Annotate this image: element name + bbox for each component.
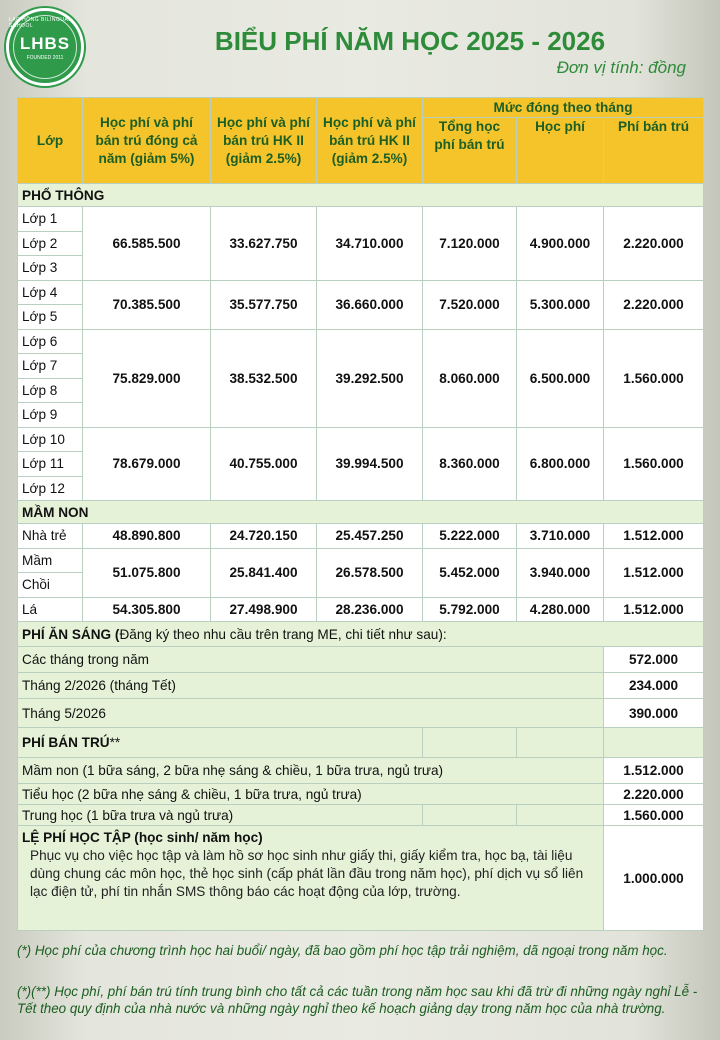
school-logo bbox=[6, 8, 84, 86]
table-row bbox=[18, 329, 704, 354]
logo-text: LHBS bbox=[19, 33, 71, 53]
table-row bbox=[18, 673, 704, 699]
full-year-fee: 48.890.800 bbox=[83, 524, 211, 549]
full-year-fee: 78.679.000 bbox=[83, 427, 211, 501]
table-row bbox=[18, 597, 704, 622]
header-boarding-monthly: Phí bán trú bbox=[604, 118, 704, 184]
grade-label: Lớp 5 bbox=[18, 305, 83, 330]
grade-label: Lớp 3 bbox=[18, 256, 83, 281]
breakfast-value: 572.000 bbox=[604, 647, 704, 673]
table-row bbox=[18, 280, 704, 305]
logo-founded: FOUNDED 2011 bbox=[26, 54, 64, 61]
table-row bbox=[18, 647, 704, 673]
grade-label: Lớp 2 bbox=[18, 231, 83, 256]
study-fee-title: LỆ PHÍ HỌC TẬP (học sinh/ năm học) bbox=[22, 830, 263, 845]
monthly-boarding: 1.560.000 bbox=[604, 427, 704, 501]
grade-label: Lớp 11 bbox=[18, 452, 83, 477]
section-label: MẦM NON bbox=[22, 504, 89, 520]
header-full-year: Học phí và phí bán trú đóng cả năm (giảm 5%) bbox=[83, 98, 211, 184]
hk2-fee-a: 27.498.900 bbox=[211, 597, 317, 622]
monthly-boarding: 1.512.000 bbox=[604, 597, 704, 622]
monthly-tuition: 5.300.000 bbox=[517, 280, 604, 329]
monthly-tuition: 4.280.000 bbox=[517, 597, 604, 622]
hk2-fee-b: 25.457.250 bbox=[317, 524, 423, 549]
monthly-total: 5.792.000 bbox=[423, 597, 517, 622]
empty-cell bbox=[517, 805, 604, 826]
header-lop: Lớp bbox=[18, 98, 83, 184]
hk2-fee-b: 28.236.000 bbox=[317, 597, 423, 622]
empty-cell bbox=[423, 805, 517, 826]
header-monthly: Mức đóng theo tháng bbox=[423, 98, 704, 118]
empty-cell bbox=[517, 728, 604, 758]
grade-label: Lá bbox=[18, 597, 83, 622]
monthly-tuition: 6.800.000 bbox=[517, 427, 604, 501]
hk2-fee-b: 36.660.000 bbox=[317, 280, 423, 329]
breakfast-note: Đăng ký theo nhu cầu trên trang ME, chi tiết như sau): bbox=[119, 626, 447, 642]
hk2-fee-b: 34.710.000 bbox=[317, 207, 423, 281]
full-year-fee: 75.829.000 bbox=[83, 329, 211, 427]
table-row bbox=[18, 207, 704, 232]
breakfast-title: PHÍ ĂN SÁNG ( bbox=[22, 626, 120, 642]
breakfast-label: Các tháng trong năm bbox=[18, 647, 604, 673]
monthly-total: 7.520.000 bbox=[423, 280, 517, 329]
monthly-total: 7.120.000 bbox=[423, 207, 517, 281]
section-boarding bbox=[18, 728, 423, 758]
monthly-total: 8.360.000 bbox=[423, 427, 517, 501]
header-hk2-b: Học phí và phí bán trú HK II (giảm 2.5%) bbox=[317, 98, 423, 184]
table-row bbox=[18, 427, 704, 452]
monthly-boarding: 1.512.000 bbox=[604, 524, 704, 549]
hk2-fee-a: 35.577.750 bbox=[211, 280, 317, 329]
grade-label: Lớp 12 bbox=[18, 476, 83, 501]
study-fee-value: 1.000.000 bbox=[604, 826, 704, 931]
study-fee-cell bbox=[18, 826, 604, 931]
header-hk2-a: Học phí và phí bán trú HK II (giảm 2.5%) bbox=[211, 98, 317, 184]
monthly-boarding: 1.512.000 bbox=[604, 548, 704, 597]
hk2-fee-a: 33.627.750 bbox=[211, 207, 317, 281]
monthly-total: 5.222.000 bbox=[423, 524, 517, 549]
boarding-value: 1.512.000 bbox=[604, 758, 704, 784]
table-row bbox=[18, 805, 704, 826]
hk2-fee-a: 38.532.500 bbox=[211, 329, 317, 427]
grade-label: Nhà trẻ bbox=[18, 524, 83, 549]
full-year-fee: 66.585.500 bbox=[83, 207, 211, 281]
table-row bbox=[18, 784, 704, 805]
breakfast-value: 390.000 bbox=[604, 699, 704, 728]
grade-label: Lớp 6 bbox=[18, 329, 83, 354]
boarding-title: PHÍ BÁN TRÚ bbox=[22, 735, 110, 750]
footnote-1: (*) Học phí của chương trình học hai buổi/ ngày, đã bao gồm phí học tập trải nghiệm, dã ngoại trong năm học. bbox=[17, 943, 668, 958]
grade-label: Lớp 7 bbox=[18, 354, 83, 379]
study-fee-desc: Phục vụ cho việc học tập và làm hồ sơ học sinh như giấy thi, giấy kiểm tra, học bạ, tài liệu dùng chung các môn học, thẻ học sinh (cấp phát lần đầu trong năm học), phí dịch vụ sổ liên lạc điện tử, phí tin nhắn SMS thông báo các hoạt động của lớp, trường. bbox=[30, 848, 584, 899]
section-label: PHỔ THÔNG bbox=[22, 187, 105, 203]
grade-label: Lớp 8 bbox=[18, 378, 83, 403]
empty-cell bbox=[604, 728, 704, 758]
hk2-fee-b: 39.292.500 bbox=[317, 329, 423, 427]
section-mam-non bbox=[18, 501, 704, 524]
breakfast-value: 234.000 bbox=[604, 673, 704, 699]
monthly-total: 5.452.000 bbox=[423, 548, 517, 597]
monthly-boarding: 1.560.000 bbox=[604, 329, 704, 427]
full-year-fee: 54.305.800 bbox=[83, 597, 211, 622]
breakfast-label: Tháng 5/2026 bbox=[18, 699, 604, 728]
grade-label: Lớp 10 bbox=[18, 427, 83, 452]
unit-note: Đơn vị tính: đồng bbox=[556, 58, 686, 77]
boarding-label: Tiểu học (2 bữa nhẹ sáng & chiều, 1 bữa trưa, ngủ trưa) bbox=[18, 784, 604, 805]
monthly-tuition: 3.940.000 bbox=[517, 548, 604, 597]
fee-table-body bbox=[18, 184, 704, 931]
boarding-value: 2.220.000 bbox=[604, 784, 704, 805]
grade-label: Lớp 1 bbox=[18, 207, 83, 232]
hk2-fee-b: 39.994.500 bbox=[317, 427, 423, 501]
breakfast-label: Tháng 2/2026 (tháng Tết) bbox=[18, 673, 604, 699]
boarding-mark: ** bbox=[109, 735, 121, 750]
monthly-total: 8.060.000 bbox=[423, 329, 517, 427]
table-row bbox=[18, 699, 704, 728]
section-pho-thong bbox=[18, 184, 704, 207]
table-row bbox=[18, 758, 704, 784]
page-title: BIỂU PHÍ NĂM HỌC 2025 - 2026 bbox=[214, 26, 606, 56]
grade-label: Lớp 9 bbox=[18, 403, 83, 428]
hk2-fee-b: 26.578.500 bbox=[317, 548, 423, 597]
hk2-fee-a: 25.841.400 bbox=[211, 548, 317, 597]
monthly-boarding: 2.220.000 bbox=[604, 207, 704, 281]
table-row bbox=[18, 524, 704, 549]
logo-school-name: LẠC HỒNG BILINGUAL SCHOOL bbox=[9, 17, 72, 29]
full-year-fee: 51.075.800 bbox=[83, 548, 211, 597]
monthly-tuition: 4.900.000 bbox=[517, 207, 604, 281]
monthly-tuition: 3.710.000 bbox=[517, 524, 604, 549]
grade-label: Chồi bbox=[18, 573, 83, 598]
grade-label: Lớp 4 bbox=[18, 280, 83, 305]
boarding-label: Trung học (1 bữa trưa và ngủ trưa) bbox=[18, 805, 423, 826]
grade-label: Mầm bbox=[18, 548, 83, 573]
footnote-2: (*)(**) Học phí, phí bán trú tính trung bình cho tất cả các tuần trong năm học sau khi đã trừ đi những ngày nghỉ Lễ - Tết theo quy định của nhà nước và những ngày nghỉ theo kế hoạch giảng dạy trong năm học của nhà trường. bbox=[17, 984, 698, 1016]
monthly-tuition: 6.500.000 bbox=[517, 329, 604, 427]
header-total-monthly: Tổng học phí bán trú bbox=[423, 118, 517, 184]
header-tuition-monthly: Học phí bbox=[517, 118, 604, 184]
hk2-fee-a: 40.755.000 bbox=[211, 427, 317, 501]
hk2-fee-a: 24.720.150 bbox=[211, 524, 317, 549]
table-row bbox=[18, 548, 704, 573]
section-breakfast bbox=[18, 622, 704, 647]
fee-table bbox=[17, 97, 704, 931]
boarding-label: Mầm non (1 bữa sáng, 2 bữa nhẹ sáng & chiều, 1 bữa trưa, ngủ trưa) bbox=[18, 758, 604, 784]
full-year-fee: 70.385.500 bbox=[83, 280, 211, 329]
boarding-value: 1.560.000 bbox=[604, 805, 704, 826]
monthly-boarding: 2.220.000 bbox=[604, 280, 704, 329]
empty-cell bbox=[423, 728, 517, 758]
